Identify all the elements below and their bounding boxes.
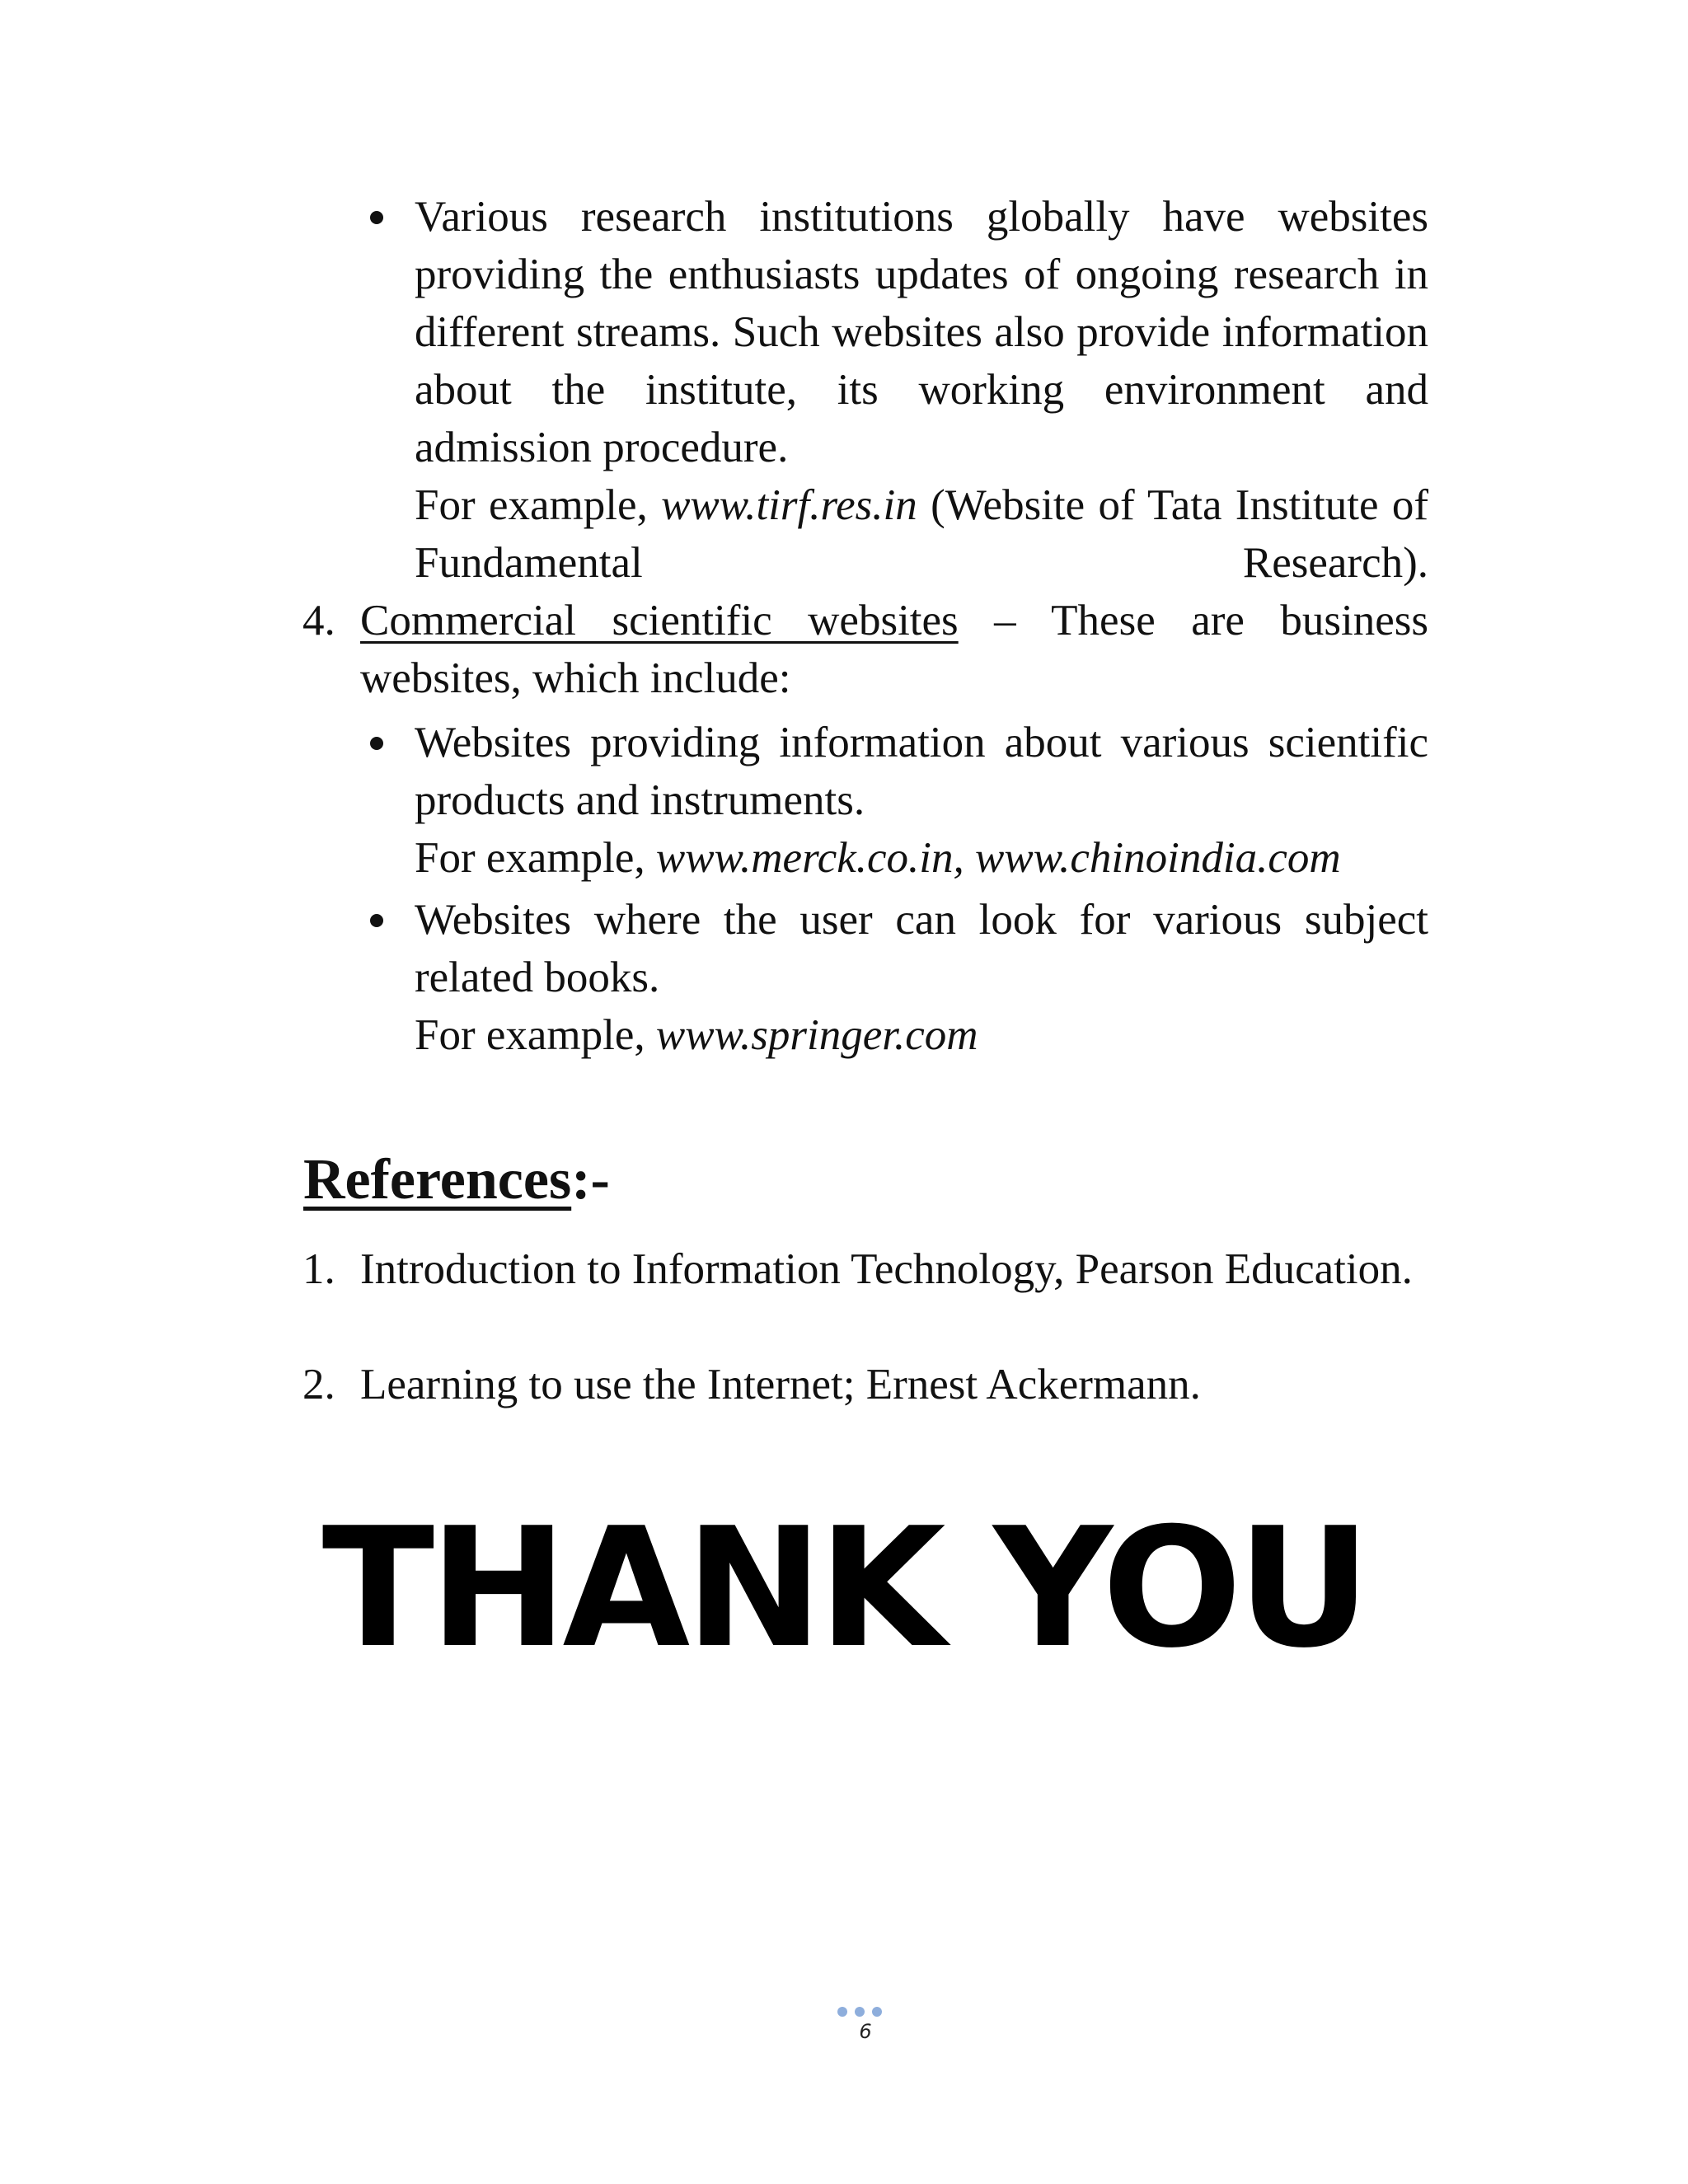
references-heading-text: References	[303, 1148, 572, 1212]
example-link-springer[interactable]: www.springer.com	[655, 1011, 978, 1059]
example-prefix: For example,	[415, 1011, 656, 1059]
bullet-products-text: Websites providing information about various scientific products and instruments.	[415, 719, 1428, 824]
item-number: 4.	[302, 597, 335, 644]
bullet-scientific-products	[415, 714, 1428, 887]
bullet-research-text: Various research institutions globally have websites providing the enthusiasts updates of ongoing research in different streams. Such websites also provide information about the institute, its working environment and admission procedure.	[415, 193, 1428, 471]
example-prefix: For example,	[415, 481, 662, 529]
books-example	[415, 1006, 1428, 1064]
reference-text: Learning to use the Internet; Ernest Ackermann.	[360, 1361, 1201, 1408]
reference-number: 2.	[302, 1361, 335, 1408]
reference-item-1	[302, 1240, 1428, 1298]
example-link-tirf[interactable]: www.tirf.res.in	[661, 481, 917, 529]
reference-number: 1.	[302, 1245, 335, 1293]
research-example	[415, 476, 1428, 592]
example-prefix: For example,	[415, 834, 656, 882]
bullet-books-text: Websites where the user can look for various subject related books.	[415, 896, 1428, 1001]
reference-item-2	[302, 1356, 1428, 1413]
example-link-merck-chino[interactable]: www.merck.co.in, www.chinoindia.com	[655, 834, 1341, 882]
example-suffix: (Website of Tata Institute of Fundamental Research).	[415, 481, 1428, 587]
item-title: Commercial scientific websites	[360, 597, 959, 644]
bullet-research-institutions	[415, 188, 1428, 592]
page-number: 6	[859, 2020, 872, 2043]
bullet-subject-books	[415, 891, 1428, 1064]
products-example	[415, 829, 1428, 887]
reference-text: Introduction to Information Technology, Pearson Education.	[360, 1245, 1413, 1293]
item-description: – These are business websites, which include:	[360, 597, 1428, 702]
page-ornament-dots-icon	[837, 2006, 890, 2018]
bullet-icon	[360, 891, 393, 949]
references-heading	[303, 1147, 610, 1213]
bullet-icon	[360, 714, 393, 771]
thank-you-banner: THANK YOU	[321, 1493, 1367, 1685]
item-commercial-websites	[302, 592, 1428, 707]
references-heading-suffix: :-	[571, 1148, 610, 1212]
bullet-icon	[360, 188, 393, 246]
